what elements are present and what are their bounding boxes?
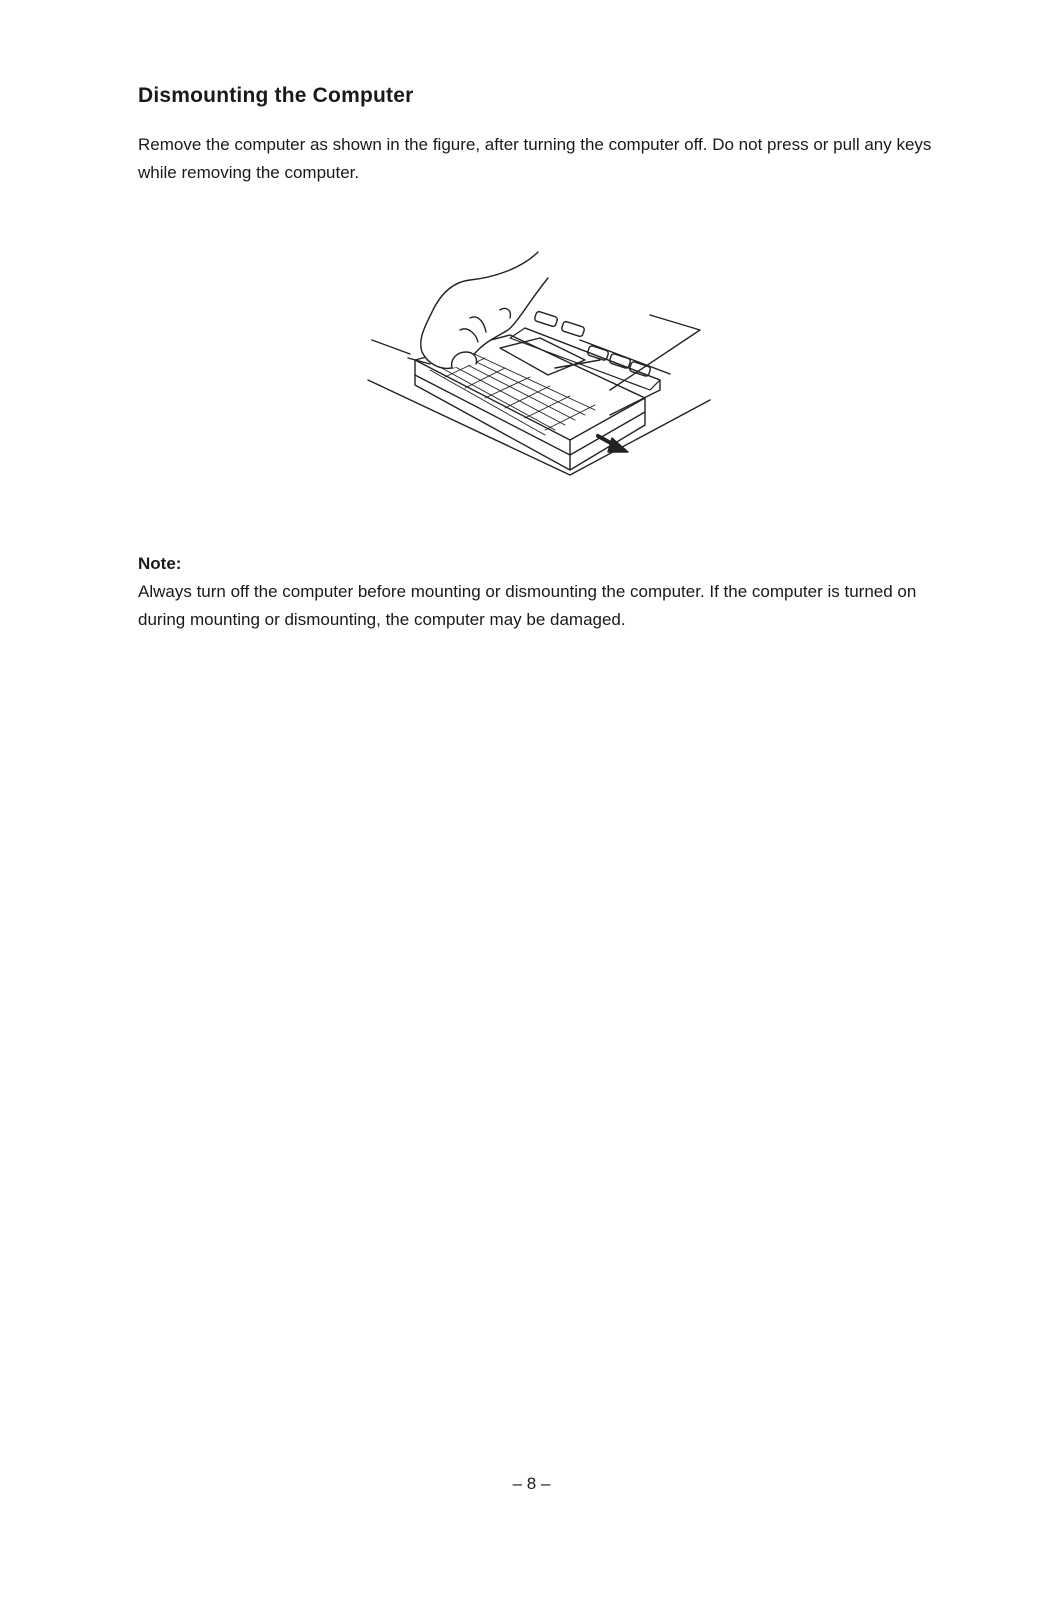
note-label: Note:	[138, 554, 182, 573]
page-number: – 8 –	[512, 1474, 551, 1493]
instructions-paragraph: Remove the computer as shown in the figure, after turning the computer off. Do not press or pull any keys while removing the computer.	[138, 135, 932, 182]
section-title: Dismounting the Computer	[138, 84, 414, 107]
note-paragraph: Always turn off the computer before mounting or dismounting the computer. If the computer is turned on during mounting or dismounting, the computer may be damaged.	[138, 582, 917, 629]
dismount-figure	[360, 240, 720, 500]
hand-icon	[421, 252, 548, 368]
